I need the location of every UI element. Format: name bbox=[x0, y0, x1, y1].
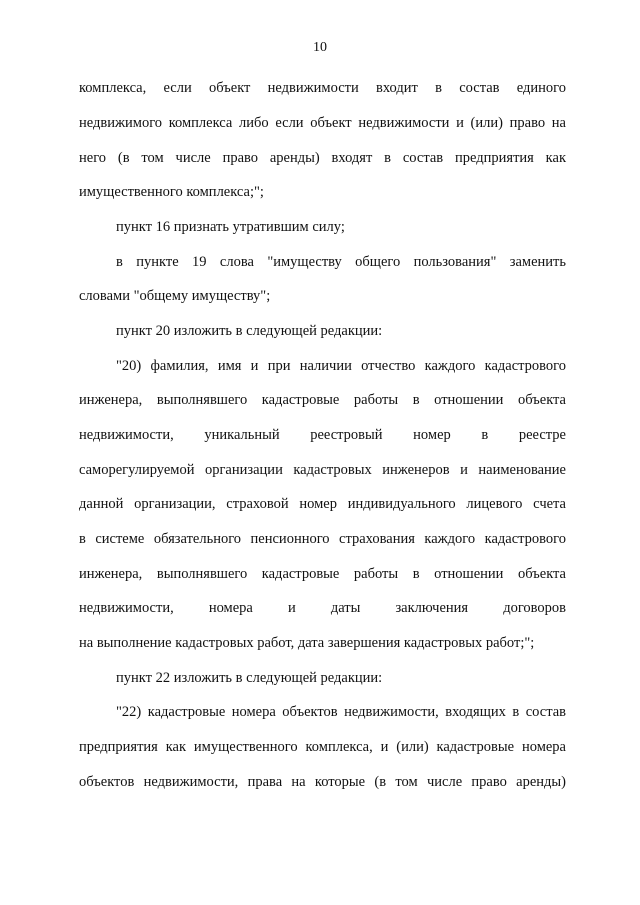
paragraph-clause-22-intro: пункт 22 изложить в следующей редакции: bbox=[116, 670, 383, 686]
paragraph-clause-22-text: "22) кадастровые номера объектов недвижимости, входящих в состав bbox=[116, 704, 566, 720]
paragraph-clause-20-text: "20) фамилия, имя и при наличии отчество каждого кадастрового bbox=[116, 358, 566, 374]
text-line: недвижимости, номера и даты заключения договоров bbox=[79, 600, 566, 616]
paragraph-clause-16: пункт 16 признать утратившим силу; bbox=[116, 219, 345, 235]
text-line: недвижимого комплекса либо если объект недвижимости и (или) право на bbox=[79, 115, 566, 131]
text-line: инженера, выполнявшего кадастровые работы в отношении объекта bbox=[79, 566, 566, 582]
text-line: комплекса, если объект недвижимости входит в состав единого bbox=[79, 80, 566, 96]
text-line: предприятия как имущественного комплекса, и (или) кадастровые номера bbox=[79, 739, 566, 755]
page-number: 10 bbox=[313, 40, 327, 55]
text-line: в системе обязательного пенсионного страхования каждого кадастрового bbox=[79, 531, 566, 547]
text-line: инженера, выполнявшего кадастровые работы в отношении объекта bbox=[79, 392, 566, 408]
paragraph-clause-20-intro: пункт 20 изложить в следующей редакции: bbox=[116, 323, 383, 339]
text-line: недвижимости, уникальный реестровый номер в реестре bbox=[79, 427, 566, 443]
text-line: словами "общему имуществу"; bbox=[79, 288, 271, 304]
text-line: него (в том числе право аренды) входят в состав предприятия как bbox=[79, 150, 566, 166]
text-line: имущественного комплекса;"; bbox=[79, 184, 264, 200]
paragraph-clause-19: в пункте 19 слова "имуществу общего пользования" заменить bbox=[116, 254, 566, 270]
text-line: объектов недвижимости, права на которые (в том числе право аренды) bbox=[79, 774, 566, 790]
text-line: саморегулируемой организации кадастровых инженеров и наименование bbox=[79, 462, 566, 478]
text-line: на выполнение кадастровых работ, дата завершения кадастровых работ;"; bbox=[79, 635, 535, 651]
text-line: данной организации, страховой номер индивидуального лицевого счета bbox=[79, 496, 566, 512]
